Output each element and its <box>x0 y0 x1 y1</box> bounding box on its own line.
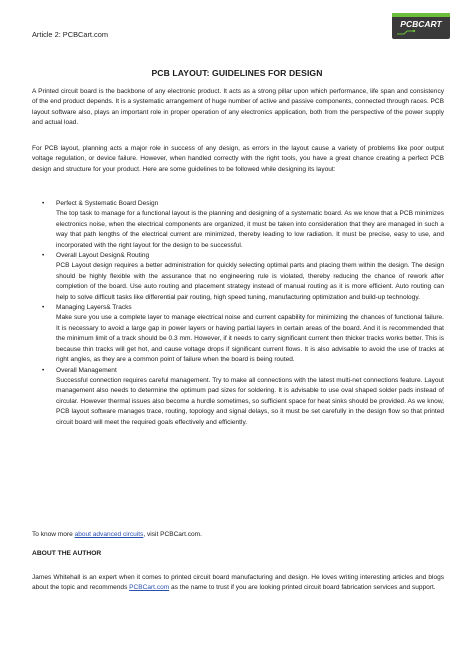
guideline-title: Perfect & Systematic Board Design <box>56 200 159 207</box>
page-title: PCB LAYOUT: GUIDELINES FOR DESIGN <box>151 68 323 78</box>
author-paragraph <box>32 573 444 594</box>
article-label: Article 2: PCBCart.com <box>32 30 108 39</box>
logo-text: PCBCART <box>400 19 442 29</box>
planning-paragraph: For PCB layout, planning acts a major role in success of any design, as errors in the layout cause a variety of problems like poor output voltage regulation, or device failure. However, when handled correctly with the right tools, you have a great chance creating a perfect PCB design and structure for your product. Here are some guidelines to be followed while designing its layout: <box>32 145 444 173</box>
about-author-heading: ABOUT THE AUTHOR <box>32 550 102 557</box>
guideline-text: PCB Layout design requires a better administration for quickly selecting optimal parts and placing them within the design. The design should be highly flexible with the assurance that no engineering rule is violated, thereby reducing the chance of rework after completion of the board. Use auto routing and placement strategy instead of manual routing as it is more efficient. Auto routing can help to solve difficult tasks like differential pair routing, high speed tuning, manufacturing optimization and build-up technology. <box>56 262 444 301</box>
guideline-title: Managing Layers& Tracks <box>56 304 132 312</box>
guideline-text: Successful connection requires careful management. Try to make all connections with the latest multi-net connections feature. Layout management also needs to determine the optimum pad sizes for soldering. It is advisable to use oval shaped solder pads instead of circular. However thermal issues also become a hurdle sometimes, so sufficient space for heat sinks should be provided. As we know, PCB layout software manages trace, routing, topology and signal delays, so it must be set carefully in the design flow so that printed circuit board will meet the required goals effectively and efficiently. <box>56 376 444 426</box>
know-more-line <box>32 531 202 538</box>
intro-paragraph: A Printed circuit board is the backbone of any electronic product. It acts as a strong pillar upon which performance, life span and consistency of the end product depends. It is a systematic arrangement of huge number of active and passive components, connected through races. PCB layout software also, plays an important role in proper operation of any electronics application, both from the perspective of the power supply and actual load. <box>32 88 444 127</box>
pcbcart-logo <box>392 13 450 39</box>
guideline-item <box>32 251 444 303</box>
pcbcart-link[interactable]: PCBCart.com <box>129 584 170 592</box>
guideline-text: The top task to manage for a functional layout is the planning and designing of a systematic board. As we know that a PCB minimizes electronics noise, when the electrical components are organized, it must be taken into consideration that they are managed in such a way that path lengths of the electrical current are minimized, thereby leading to low radiation. It must be precise, easy to use, and incorporated with the right layout for the design to be successful. <box>56 210 444 249</box>
bullet-icon: • <box>42 252 45 260</box>
guideline-item <box>32 199 444 251</box>
guideline-title: Overall Layout Design& Routing <box>56 252 150 260</box>
know-more-prefix: To know more <box>32 531 75 538</box>
author-text-before: James Whitehall is an expert when it comes to printed circuit board manufacturing and design. He loves writing interesting articles and blogs about the topic and recommends <box>32 574 444 592</box>
guideline-item <box>32 366 444 428</box>
advanced-circuits-link[interactable]: about advanced circuits <box>74 531 144 538</box>
guideline-item <box>32 303 444 365</box>
bullet-icon: • <box>42 366 45 374</box>
guidelines-list <box>32 199 444 428</box>
author-text-after: as the name to trust if you are looking printed circuit board fabrication services and support. <box>169 584 436 592</box>
guideline-title: Overall Management <box>56 366 117 374</box>
know-more-suffix: , visit PCBCart.com. <box>143 531 202 538</box>
guideline-text: Make sure you use a complete layer to manage electrical noise and current capability for minimizing the chances of functional failure. It is necessary to avoid a large gap in power layers or having partial layers in certain areas of the board. And it is recommended that the minimum limit of a track should be 0.3 mm. However, if it needs to carry significant current then thicker tracks works better. This is because thin tracks will get hot, and cause voltage drops if significant current flows. It is also advisable to avoid the use of tracks at right angles, as they are a common point of failure when the board is being routed. <box>56 314 444 364</box>
bullet-icon: • <box>42 304 45 312</box>
page-header <box>0 0 474 46</box>
bullet-icon: • <box>42 200 45 207</box>
